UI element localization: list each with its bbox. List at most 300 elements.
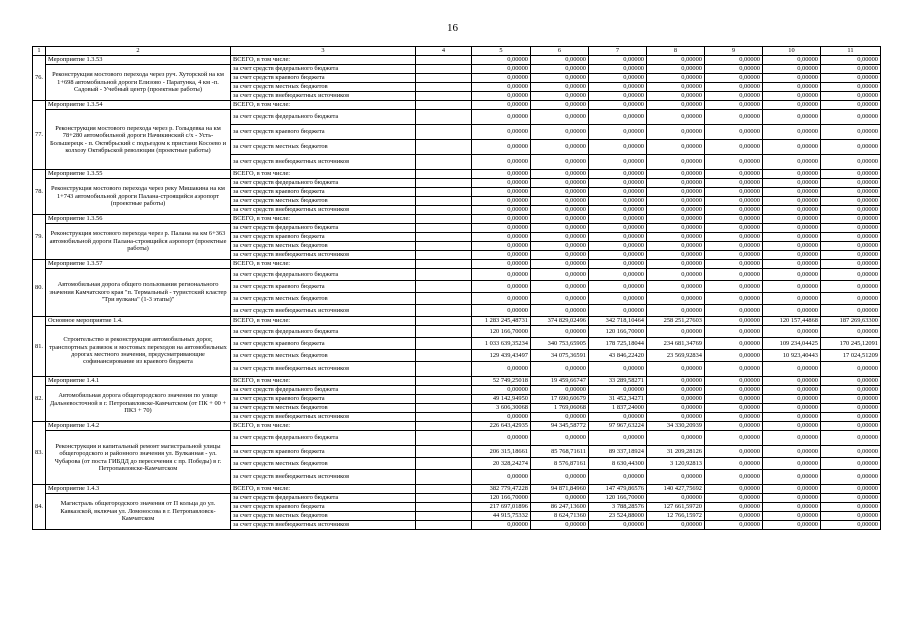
funding-source-label: за счет средств краевого бюджета (231, 503, 416, 512)
value-cell: 0,00000 (705, 293, 763, 305)
value-cell: 0,00000 (647, 170, 705, 179)
value-cell: 120 166,70000 (472, 326, 531, 338)
event-label: Мероприятие 1.4.2 (46, 422, 231, 431)
value-cell: 0,00000 (472, 125, 531, 140)
value-cell: 0,00000 (647, 260, 705, 269)
value-cell: 0,00000 (589, 470, 647, 485)
value-cell: 8 624,71360 (531, 512, 589, 521)
value-cell: 120 166,70000 (589, 494, 647, 503)
value-cell: 0,00000 (705, 206, 763, 215)
funding-source-label: за счет средств федерального бюджета (231, 179, 416, 188)
value-cell: 0,00000 (531, 110, 589, 125)
value-cell: 0,00000 (821, 413, 881, 422)
table-row (33, 326, 881, 338)
value-cell: 0,00000 (763, 281, 821, 293)
empty-cell (416, 242, 472, 251)
value-cell: 0,00000 (647, 494, 705, 503)
value-cell: 0,00000 (472, 413, 531, 422)
empty-cell (416, 386, 472, 395)
value-cell: 0,00000 (647, 206, 705, 215)
table-row (33, 110, 881, 125)
value-cell: 97 967,63224 (589, 422, 647, 431)
value-cell: 0,00000 (472, 470, 531, 485)
value-cell: 0,00000 (821, 197, 881, 206)
value-cell: 120 157,44868 (763, 317, 821, 326)
table-row (33, 179, 881, 188)
value-cell: 0,00000 (763, 233, 821, 242)
value-cell: 0,00000 (531, 56, 589, 65)
funding-source-label: за счет средств внебюджетных источников (231, 155, 416, 170)
value-cell: 0,00000 (763, 206, 821, 215)
table-row (33, 65, 881, 74)
empty-cell (416, 56, 472, 65)
empty-cell (416, 188, 472, 197)
empty-cell (416, 74, 472, 83)
value-cell: 0,00000 (705, 260, 763, 269)
value-cell: 0,00000 (705, 431, 763, 446)
value-cell: 0,00000 (472, 110, 531, 125)
column-header: 5 (472, 47, 531, 56)
value-cell: 0,00000 (589, 65, 647, 74)
funding-source-label: за счет средств местных бюджетов (231, 458, 416, 470)
value-cell: 0,00000 (531, 242, 589, 251)
total-label: ВСЕГО, в том числе: (231, 422, 416, 431)
value-cell: 89 337,18924 (589, 446, 647, 458)
value-cell: 17 690,60679 (531, 395, 589, 404)
value-cell: 0,00000 (821, 206, 881, 215)
funding-source-label: за счет средств местных бюджетов (231, 140, 416, 155)
value-cell: 0,00000 (647, 155, 705, 170)
value-cell: 34 075,36591 (531, 350, 589, 362)
row-number: 82. (33, 377, 46, 422)
value-cell: 0,00000 (531, 155, 589, 170)
value-cell: 0,00000 (821, 512, 881, 521)
value-cell: 0,00000 (531, 233, 589, 242)
value-cell: 0,00000 (472, 101, 531, 110)
value-cell: 0,00000 (531, 269, 589, 281)
value-cell: 0,00000 (472, 431, 531, 446)
value-cell: 0,00000 (821, 269, 881, 281)
value-cell: 0,00000 (705, 317, 763, 326)
row-number: 83. (33, 422, 46, 485)
value-cell: 0,00000 (589, 362, 647, 377)
table-row (33, 260, 881, 269)
value-cell: 0,00000 (589, 413, 647, 422)
empty-cell (416, 521, 472, 530)
value-cell: 0,00000 (472, 293, 531, 305)
value-cell: 0,00000 (821, 422, 881, 431)
funding-source-label: за счет средств внебюджетных источников (231, 413, 416, 422)
value-cell: 0,00000 (589, 242, 647, 251)
value-cell: 0,00000 (589, 251, 647, 260)
value-cell: 0,00000 (705, 395, 763, 404)
value-cell: 0,00000 (821, 170, 881, 179)
total-label: ВСЕГО, в том числе: (231, 260, 416, 269)
event-label: Мероприятие 1.3.56 (46, 215, 231, 224)
table-row (33, 485, 881, 494)
value-cell: 0,00000 (647, 395, 705, 404)
value-cell: 0,00000 (472, 65, 531, 74)
value-cell: 258 251,27603 (647, 317, 705, 326)
value-cell: 206 315,18661 (472, 446, 531, 458)
table-body (33, 56, 881, 530)
value-cell: 0,00000 (821, 215, 881, 224)
value-cell: 0,00000 (589, 260, 647, 269)
empty-cell (416, 125, 472, 140)
value-cell: 0,00000 (531, 251, 589, 260)
value-cell: 0,00000 (821, 386, 881, 395)
value-cell: 0,00000 (821, 485, 881, 494)
value-cell: 0,00000 (531, 170, 589, 179)
value-cell: 1 033 639,35234 (472, 338, 531, 350)
total-label: ВСЕГО, в том числе: (231, 317, 416, 326)
empty-cell (416, 224, 472, 233)
value-cell: 0,00000 (472, 206, 531, 215)
table-row (33, 170, 881, 179)
value-cell: 0,00000 (705, 179, 763, 188)
value-cell: 0,00000 (647, 92, 705, 101)
value-cell: 33 289,58271 (589, 377, 647, 386)
value-cell: 0,00000 (821, 404, 881, 413)
value-cell: 0,00000 (705, 470, 763, 485)
value-cell: 0,00000 (647, 215, 705, 224)
value-cell: 0,00000 (531, 83, 589, 92)
funding-source-label: за счет средств краевого бюджета (231, 74, 416, 83)
table-row (33, 269, 881, 281)
value-cell: 0,00000 (705, 125, 763, 140)
value-cell: 0,00000 (763, 503, 821, 512)
value-cell: 0,00000 (589, 293, 647, 305)
value-cell: 0,00000 (705, 92, 763, 101)
value-cell: 17 024,51209 (821, 350, 881, 362)
value-cell: 0,00000 (472, 155, 531, 170)
value-cell: 0,00000 (647, 305, 705, 317)
value-cell: 0,00000 (472, 281, 531, 293)
value-cell: 0,00000 (763, 494, 821, 503)
value-cell: 0,00000 (589, 215, 647, 224)
value-cell: 12 766,15972 (647, 512, 705, 521)
funding-source-label: за счет средств местных бюджетов (231, 350, 416, 362)
value-cell: 52 749,25018 (472, 377, 531, 386)
table-row (33, 431, 881, 446)
funding-source-label: за счет средств федерального бюджета (231, 224, 416, 233)
value-cell: 0,00000 (531, 206, 589, 215)
column-header: 7 (589, 47, 647, 56)
value-cell: 0,00000 (589, 233, 647, 242)
value-cell: 44 915,75332 (472, 512, 531, 521)
value-cell: 0,00000 (531, 224, 589, 233)
value-cell: 23 569,92834 (647, 350, 705, 362)
empty-cell (416, 377, 472, 386)
value-cell: 0,00000 (647, 188, 705, 197)
value-cell: 147 479,86576 (589, 485, 647, 494)
event-name: Автомобильная дорога общего пользования регионального значения Камчатского края "п. Термальный - туристский кластер "Три вулкана" (1-3 этапы)" (46, 269, 231, 317)
empty-cell (416, 260, 472, 269)
value-cell: 31 209,28126 (647, 446, 705, 458)
value-cell: 0,00000 (763, 293, 821, 305)
value-cell: 43 846,22420 (589, 350, 647, 362)
value-cell: 0,00000 (705, 83, 763, 92)
value-cell: 94 871,84960 (531, 485, 589, 494)
value-cell: 0,00000 (821, 260, 881, 269)
value-cell: 0,00000 (821, 125, 881, 140)
value-cell: 0,00000 (472, 140, 531, 155)
empty-cell (416, 233, 472, 242)
table-row (33, 494, 881, 503)
value-cell: 0,00000 (763, 155, 821, 170)
value-cell: 0,00000 (647, 377, 705, 386)
empty-cell (416, 83, 472, 92)
value-cell: 374 829,02496 (531, 317, 589, 326)
value-cell: 0,00000 (821, 494, 881, 503)
value-cell: 0,00000 (647, 224, 705, 233)
value-cell: 20 328,24274 (472, 458, 531, 470)
value-cell: 0,00000 (763, 305, 821, 317)
value-cell: 0,00000 (821, 83, 881, 92)
funding-source-label: за счет средств краевого бюджета (231, 233, 416, 242)
empty-cell (416, 512, 472, 521)
value-cell: 0,00000 (763, 140, 821, 155)
value-cell: 0,00000 (705, 458, 763, 470)
event-label: Мероприятие 1.3.55 (46, 170, 231, 179)
value-cell: 0,00000 (763, 101, 821, 110)
value-cell: 85 768,71611 (531, 446, 589, 458)
event-name: Магистраль общегородского значения от П кольца до ул. Кавказской, включая ул. Ломоносова в г. Петропавловск-Камчатском (46, 494, 231, 530)
funding-source-label: за счет средств федерального бюджета (231, 269, 416, 281)
value-cell: 0,00000 (647, 197, 705, 206)
value-cell: 0,00000 (763, 431, 821, 446)
value-cell: 0,00000 (821, 140, 881, 155)
value-cell: 0,00000 (821, 56, 881, 65)
value-cell: 3 788,28576 (589, 503, 647, 512)
value-cell: 0,00000 (531, 362, 589, 377)
funding-source-label: за счет средств внебюджетных источников (231, 362, 416, 377)
value-cell: 8 630,44300 (589, 458, 647, 470)
value-cell: 0,00000 (763, 74, 821, 83)
value-cell: 0,00000 (821, 179, 881, 188)
empty-cell (416, 350, 472, 362)
empty-cell (416, 197, 472, 206)
empty-cell (416, 458, 472, 470)
value-cell: 0,00000 (531, 470, 589, 485)
value-cell: 0,00000 (647, 431, 705, 446)
value-cell: 0,00000 (705, 281, 763, 293)
funding-source-label: за счет средств федерального бюджета (231, 326, 416, 338)
value-cell: 0,00000 (531, 494, 589, 503)
total-label: ВСЕГО, в том числе: (231, 215, 416, 224)
value-cell: 0,00000 (821, 395, 881, 404)
column-number-row (33, 47, 881, 56)
value-cell: 0,00000 (821, 503, 881, 512)
funding-source-label: за счет средств федерального бюджета (231, 386, 416, 395)
value-cell: 0,00000 (589, 74, 647, 83)
table-row (33, 422, 881, 431)
column-header: 9 (705, 47, 763, 56)
table-row (33, 386, 881, 395)
value-cell: 0,00000 (531, 413, 589, 422)
value-cell: 0,00000 (821, 242, 881, 251)
value-cell: 0,00000 (589, 140, 647, 155)
value-cell: 0,00000 (589, 125, 647, 140)
total-label: ВСЕГО, в том числе: (231, 170, 416, 179)
value-cell: 0,00000 (647, 233, 705, 242)
value-cell: 0,00000 (531, 326, 589, 338)
value-cell: 0,00000 (472, 179, 531, 188)
empty-cell (416, 215, 472, 224)
value-cell: 34 330,20939 (647, 422, 705, 431)
value-cell: 0,00000 (705, 446, 763, 458)
empty-cell (416, 155, 472, 170)
event-label: Основное мероприятие 1.4. (46, 317, 231, 326)
event-name: Реконструкция мостового перехода через р. Палана на км 6+363 автомобильной дороги Палана-строящийся аэропорт (проектные работы) (46, 224, 231, 260)
empty-cell (416, 305, 472, 317)
budget-table (32, 46, 881, 530)
value-cell: 0,00000 (647, 65, 705, 74)
funding-source-label: за счет средств краевого бюджета (231, 338, 416, 350)
value-cell: 0,00000 (531, 65, 589, 74)
value-cell: 0,00000 (705, 512, 763, 521)
empty-cell (416, 281, 472, 293)
empty-cell (416, 101, 472, 110)
funding-source-label: за счет средств федерального бюджета (231, 494, 416, 503)
value-cell: 0,00000 (763, 422, 821, 431)
value-cell: 0,00000 (705, 350, 763, 362)
value-cell: 0,00000 (763, 110, 821, 125)
column-header: 2 (46, 47, 231, 56)
value-cell: 0,00000 (763, 521, 821, 530)
value-cell: 0,00000 (531, 386, 589, 395)
value-cell: 0,00000 (531, 305, 589, 317)
value-cell: 0,00000 (705, 56, 763, 65)
value-cell: 0,00000 (763, 242, 821, 251)
value-cell: 0,00000 (821, 188, 881, 197)
value-cell: 0,00000 (589, 110, 647, 125)
value-cell: 0,00000 (589, 170, 647, 179)
value-cell: 0,00000 (821, 293, 881, 305)
value-cell: 140 427,75692 (647, 485, 705, 494)
value-cell: 382 779,47228 (472, 485, 531, 494)
value-cell: 0,00000 (647, 281, 705, 293)
value-cell: 0,00000 (763, 125, 821, 140)
value-cell: 0,00000 (472, 83, 531, 92)
value-cell: 0,00000 (763, 512, 821, 521)
value-cell: 0,00000 (821, 458, 881, 470)
value-cell: 0,00000 (763, 485, 821, 494)
empty-cell (416, 362, 472, 377)
value-cell: 1 837,24000 (589, 404, 647, 413)
event-name: Строительство и реконструкция автомобильных дорог, транспортных развязок и мостовых переходов на автомобильных дорогах местного значения, предусматривающие софинансирование из краевого бюджета (46, 326, 231, 377)
value-cell: 0,00000 (821, 110, 881, 125)
row-number: 80. (33, 260, 46, 317)
empty-cell (416, 251, 472, 260)
value-cell: 0,00000 (647, 326, 705, 338)
value-cell: 0,00000 (705, 326, 763, 338)
value-cell: 109 234,04425 (763, 338, 821, 350)
empty-cell (416, 395, 472, 404)
funding-source-label: за счет средств федерального бюджета (231, 65, 416, 74)
event-label: Мероприятие 1.3.57 (46, 260, 231, 269)
value-cell: 0,00000 (821, 305, 881, 317)
value-cell: 0,00000 (763, 413, 821, 422)
value-cell: 0,00000 (763, 446, 821, 458)
value-cell: 0,00000 (821, 431, 881, 446)
value-cell: 0,00000 (647, 56, 705, 65)
value-cell: 0,00000 (705, 224, 763, 233)
value-cell: 0,00000 (647, 110, 705, 125)
empty-cell (416, 206, 472, 215)
value-cell: 0,00000 (705, 269, 763, 281)
value-cell: 0,00000 (589, 521, 647, 530)
value-cell: 0,00000 (705, 521, 763, 530)
empty-cell (416, 494, 472, 503)
value-cell: 0,00000 (531, 140, 589, 155)
value-cell: 0,00000 (821, 233, 881, 242)
total-label: ВСЕГО, в том числе: (231, 377, 416, 386)
funding-source-label: за счет средств федерального бюджета (231, 431, 416, 446)
funding-source-label: за счет средств местных бюджетов (231, 512, 416, 521)
value-cell: 0,00000 (705, 110, 763, 125)
value-cell: 0,00000 (705, 197, 763, 206)
value-cell: 0,00000 (763, 362, 821, 377)
value-cell: 0,00000 (821, 326, 881, 338)
value-cell: 0,00000 (589, 386, 647, 395)
funding-source-label: за счет средств внебюджетных источников (231, 92, 416, 101)
value-cell: 0,00000 (647, 179, 705, 188)
event-name: Реконструкция и капитальный ремонт магистральной улицы общегородского и районного значения ул. Вулканная - ул. Чубарова (от поста ГИБДД до пересечения с пр. Победы) в г. Петропавловске-Камчатском (46, 431, 231, 485)
value-cell: 0,00000 (705, 65, 763, 74)
value-cell: 0,00000 (472, 170, 531, 179)
funding-source-label: за счет средств местных бюджетов (231, 83, 416, 92)
event-label: Мероприятие 1.3.53 (46, 56, 231, 65)
value-cell: 19 459,66747 (531, 377, 589, 386)
event-label: Мероприятие 1.4.3 (46, 485, 231, 494)
value-cell: 0,00000 (647, 293, 705, 305)
value-cell: 0,00000 (647, 386, 705, 395)
value-cell: 0,00000 (647, 125, 705, 140)
value-cell: 0,00000 (763, 65, 821, 74)
value-cell: 0,00000 (647, 140, 705, 155)
empty-cell (416, 317, 472, 326)
value-cell: 0,00000 (763, 179, 821, 188)
row-number: 78. (33, 170, 46, 215)
total-label: ВСЕГО, в том числе: (231, 101, 416, 110)
page-number: 16 (447, 22, 458, 34)
value-cell: 0,00000 (763, 395, 821, 404)
value-cell: 0,00000 (589, 188, 647, 197)
event-name: Реконструкция мостового перехода через руч. Хуторской на км 1+698 автомобильной дороги Елизово - Паратунка, 4 км -п. Садовый - Учебный центр (проектные работы) (46, 65, 231, 101)
value-cell: 0,00000 (763, 386, 821, 395)
value-cell: 0,00000 (472, 92, 531, 101)
value-cell: 187 269,63300 (821, 317, 881, 326)
funding-source-label: за счет средств внебюджетных источников (231, 521, 416, 530)
value-cell: 0,00000 (589, 56, 647, 65)
funding-source-label: за счет средств местных бюджетов (231, 293, 416, 305)
value-cell: 0,00000 (705, 74, 763, 83)
value-cell: 0,00000 (589, 431, 647, 446)
empty-cell (416, 65, 472, 74)
value-cell: 129 439,43497 (472, 350, 531, 362)
value-cell: 0,00000 (763, 215, 821, 224)
column-header: 6 (531, 47, 589, 56)
value-cell: 0,00000 (531, 293, 589, 305)
funding-source-label: за счет средств краевого бюджета (231, 446, 416, 458)
row-number: 76. (33, 56, 46, 101)
value-cell: 3 120,92813 (647, 458, 705, 470)
value-cell: 0,00000 (821, 251, 881, 260)
table-row (33, 101, 881, 110)
value-cell: 0,00000 (763, 56, 821, 65)
funding-source-label: за счет средств местных бюджетов (231, 404, 416, 413)
